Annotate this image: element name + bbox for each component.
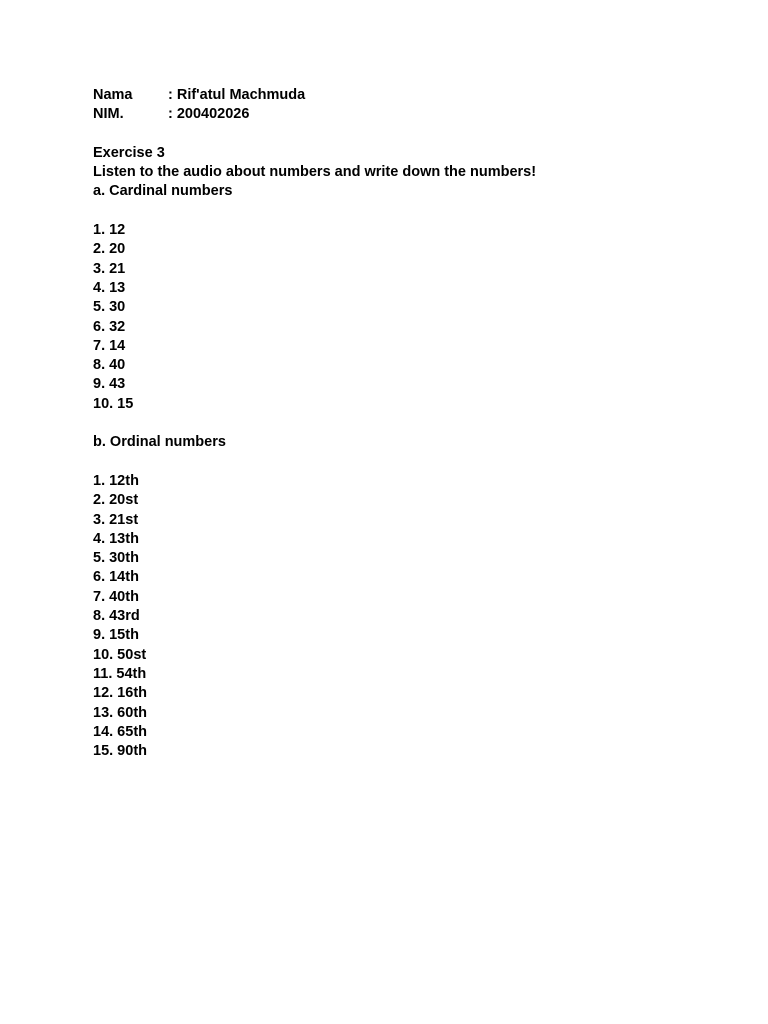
list-item: 10. 50st (93, 646, 147, 663)
list-item: 4. 13 (93, 279, 126, 296)
list-item: 6. 14th (93, 569, 139, 586)
list-item: 5. 30th (93, 550, 139, 567)
document-page (93, 86, 733, 761)
list-item: 9. 15th (93, 627, 139, 644)
ordinal-heading: b. Ordinal numbers (93, 434, 226, 451)
spacer (93, 414, 733, 433)
list-item: 3. 21 (93, 260, 126, 277)
list-item: 8. 40 (93, 357, 126, 374)
exercise-instruction: Listen to the audio about numbers and write down the numbers! (93, 164, 537, 181)
spacer (93, 202, 733, 221)
exercise-title: Exercise 3 (93, 144, 165, 161)
list-item: 3. 21st (93, 511, 139, 528)
list-item: 2. 20st (93, 492, 139, 509)
cardinal-heading: a. Cardinal numbers (93, 183, 233, 200)
nim-label: NIM. (93, 106, 124, 123)
list-item: 7. 14 (93, 337, 126, 354)
cardinal-list (93, 221, 733, 414)
ordinal-list (93, 472, 733, 761)
list-item: 14. 65th (93, 723, 147, 740)
list-item: 1. 12th (93, 472, 139, 489)
nim-value: : 200402026 (168, 106, 250, 123)
spacer (93, 453, 733, 472)
list-item: 1. 12 (93, 222, 126, 239)
spacer (93, 125, 733, 144)
list-item: 7. 40th (93, 588, 139, 605)
list-item: 15. 90th (93, 743, 147, 760)
list-item: 5. 30 (93, 299, 126, 316)
list-item: 10. 15 (93, 395, 134, 412)
name-label: Nama (93, 87, 133, 103)
list-item: 4. 13th (93, 530, 139, 547)
list-item: 2. 20 (93, 241, 126, 258)
list-item: 13. 60th (93, 704, 147, 721)
list-item: 11. 54th (93, 665, 147, 682)
name-value: : Rif'atul Machmuda (168, 87, 306, 103)
list-item: 9. 43 (93, 376, 126, 393)
nim-row (93, 105, 733, 124)
list-item: 8. 43rd (93, 608, 140, 625)
name-row (93, 86, 733, 105)
list-item: 6. 32 (93, 318, 126, 335)
list-item: 12. 16th (93, 685, 147, 702)
